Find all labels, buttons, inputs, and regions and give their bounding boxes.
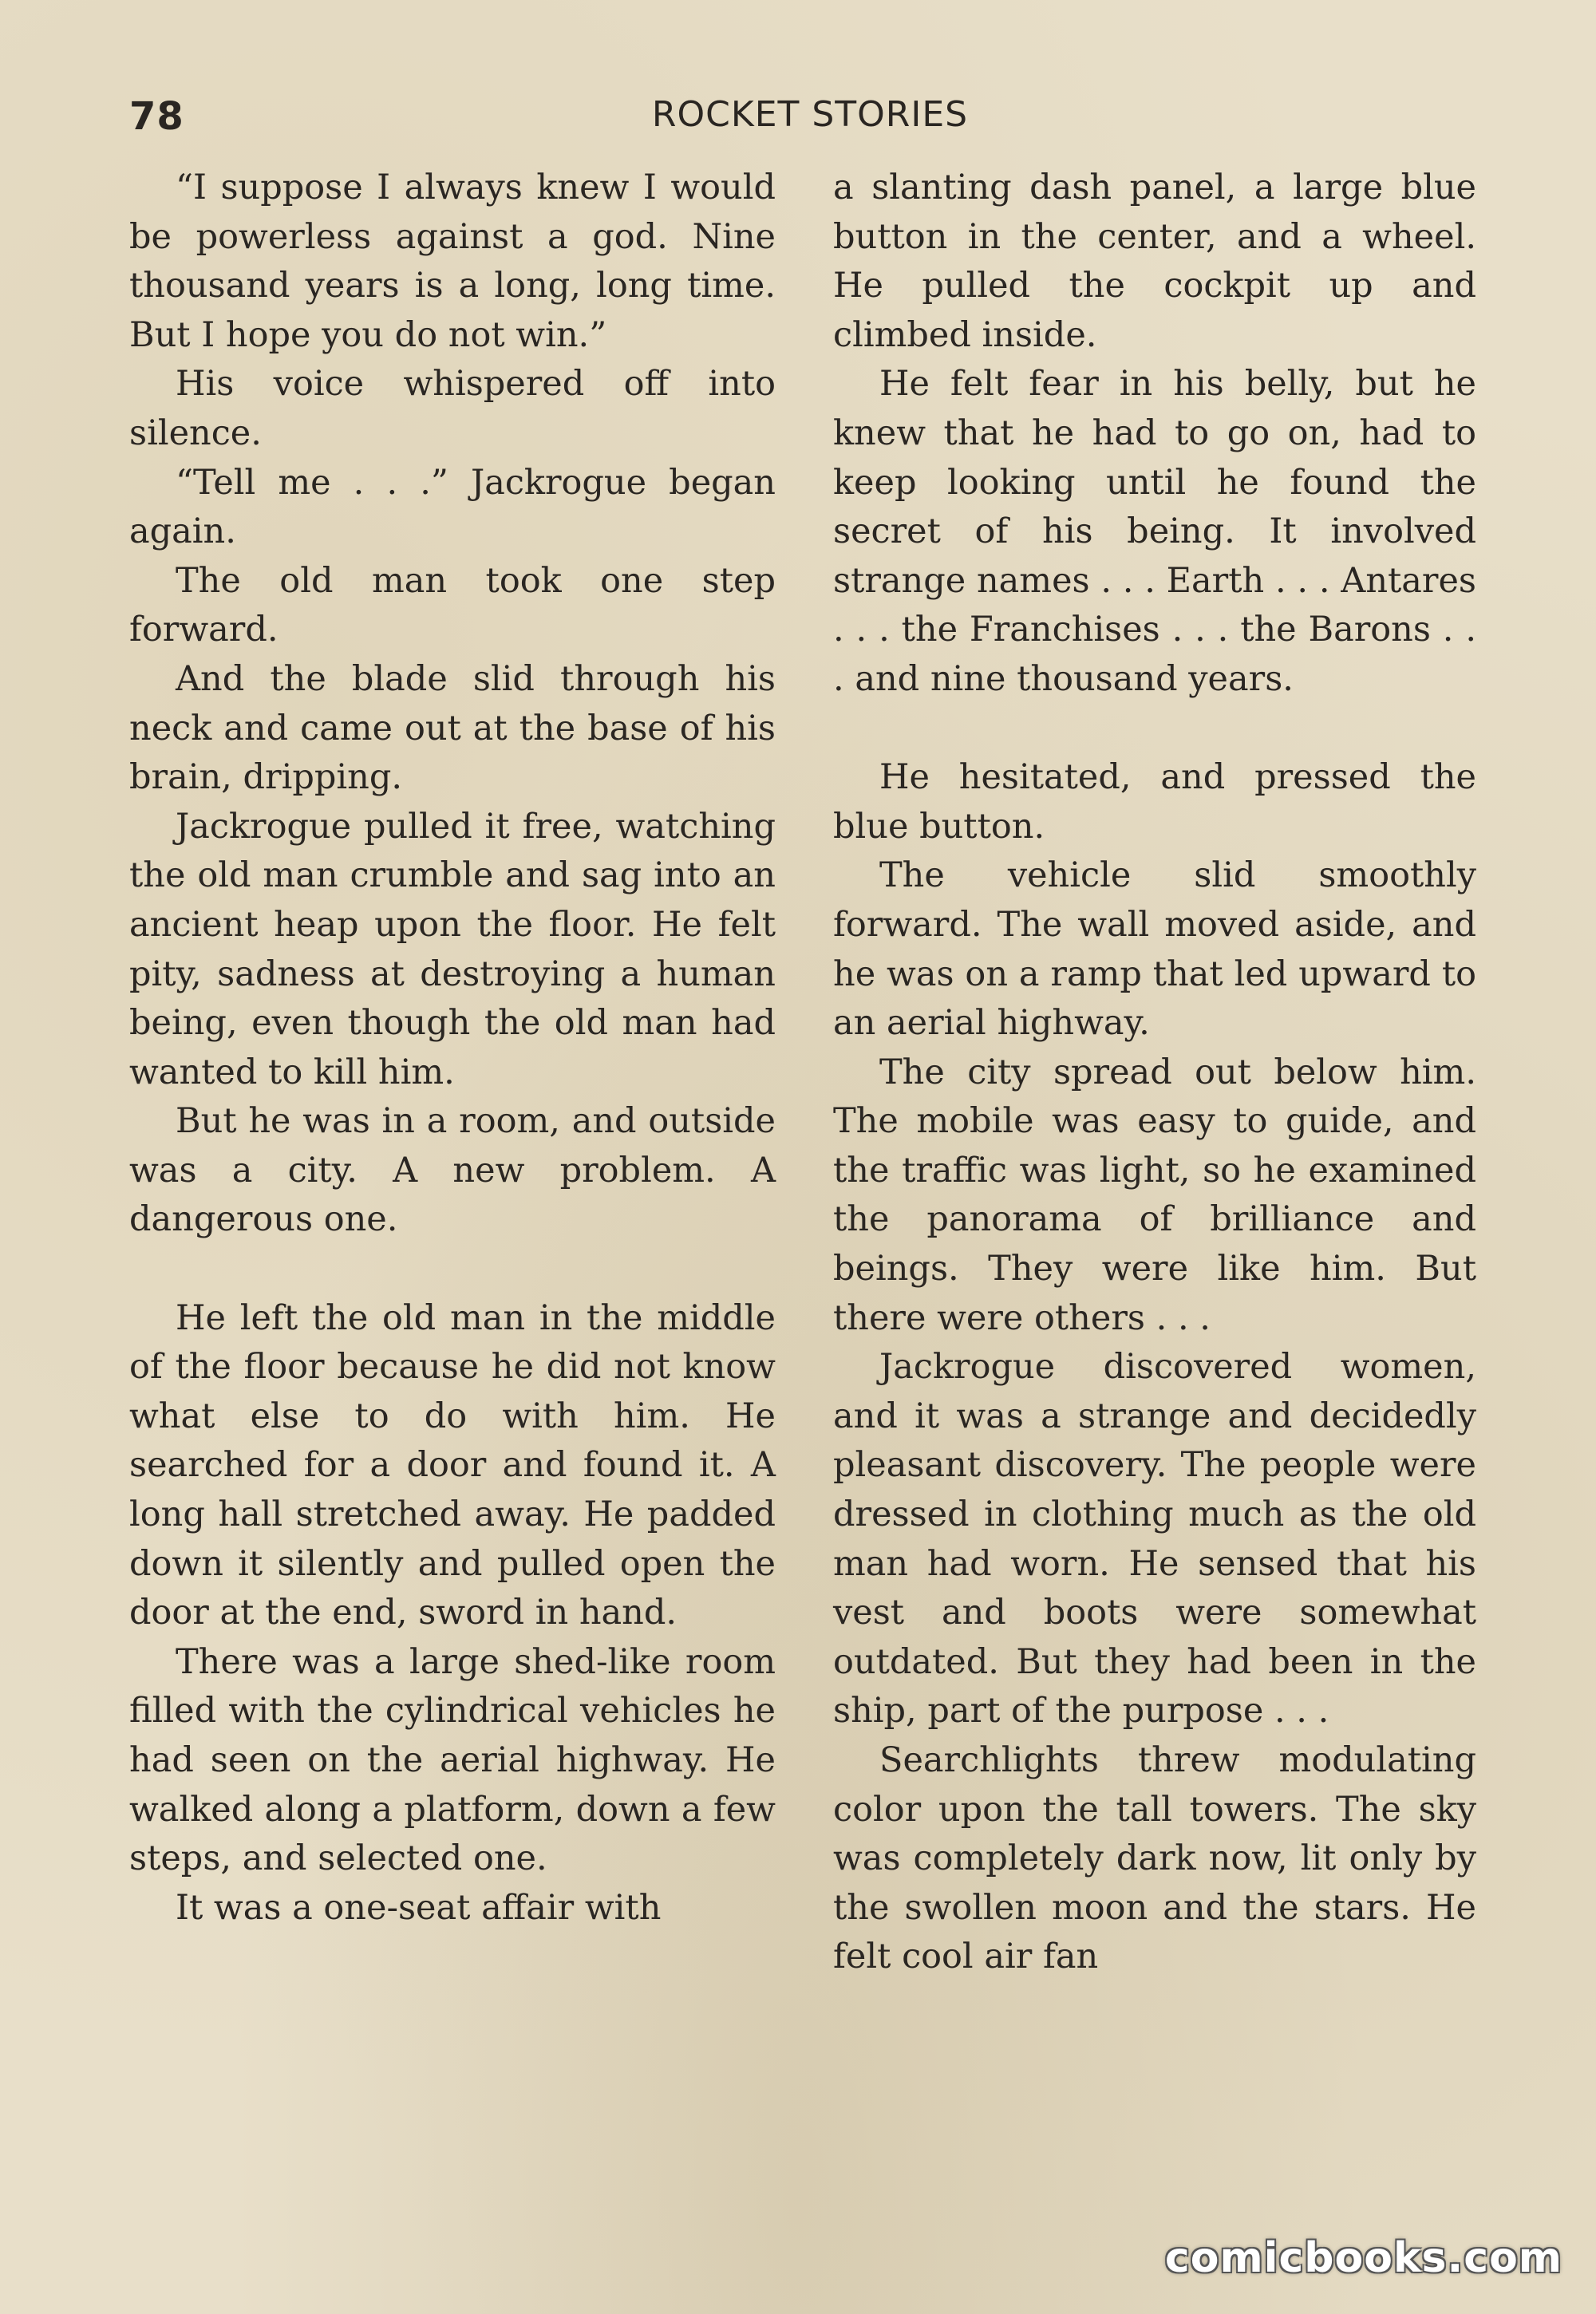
paragraph: The old man took one step forward.	[129, 560, 776, 650]
watermark: comicbooks.com	[1164, 2234, 1562, 2282]
paragraph: He felt fear in his belly, but he knew that he had to go on, had to keep looking until he found the secret of his being. It involved strange names . . . Earth . . . Antares . . . the Franchises . . . the Barons . . . and nine thousand years.	[833, 364, 1476, 699]
paragraph: Searchlights threw modulating color upon the tall towers. The sky was completely dark now, lit only by the swollen moon and the stars. He felt cool air fan	[833, 1740, 1476, 1977]
paragraph: His voice whispered off into silence.	[129, 364, 776, 453]
paragraph: Jackrogue pulled it free, watching the old man crumble and sag into an ancient heap upon the floor. He felt pity, sadness at destroying a human being, even though the old man had wanted to kill him.	[129, 806, 776, 1092]
paragraph: It was a one-seat affair with	[176, 1887, 662, 1928]
paragraph: The vehicle slid smoothly forward. The wall moved aside, and he was on a ramp that led upward to an aerial highway.	[833, 855, 1476, 1044]
paragraph: He hesitated, and pressed the blue button.	[833, 757, 1476, 847]
left-column	[129, 164, 776, 1933]
page-number: 78	[129, 94, 184, 139]
paragraph: “Tell me . . .” Jackrogue began again.	[129, 462, 776, 552]
running-head: ROCKET STORIES	[651, 94, 969, 135]
paragraph: a slanting dash panel, a large blue button in the center, and a wheel. He pulled the cockpit up and climbed inside.	[833, 168, 1476, 355]
paragraph: And the blade slid through his neck and came out at the base of his brain, dripping.	[129, 658, 776, 798]
paragraph: He left the old man in the middle of the floor because he did not know what else to do with him. He searched for a door and found it. A long hall stretched away. He padded down it silently and pulled open the door at the end, sword in hand.	[129, 1297, 776, 1633]
paragraph: But he was in a room, and outside was a city. A new problem. A dangerous one.	[129, 1101, 776, 1240]
paragraph: Jackrogue discovered women, and it was a strange and decidedly pleasant discovery. The people were dressed in clothing much as the old man had worn. He sensed that his vest and boots were somewhat outdated. But they had been in the ship, part of the purpose . . .	[833, 1347, 1476, 1732]
paragraph: The city spread out below him. The mobile was easy to guide, and the traffic was light, so he examined the panorama of brilliance and beings. They were like him. But there were others . . .	[833, 1052, 1476, 1338]
right-column	[833, 164, 1476, 1982]
paragraph: “I suppose I always knew I would be powerless against a god. Nine thousand years is a long, long time. But I hope you do not win.”	[129, 168, 776, 355]
paragraph: There was a large shed-like room filled with the cylindrical vehicles he had seen on the aerial highway. He walked along a platform, down a few steps, and selected one.	[129, 1641, 776, 1879]
